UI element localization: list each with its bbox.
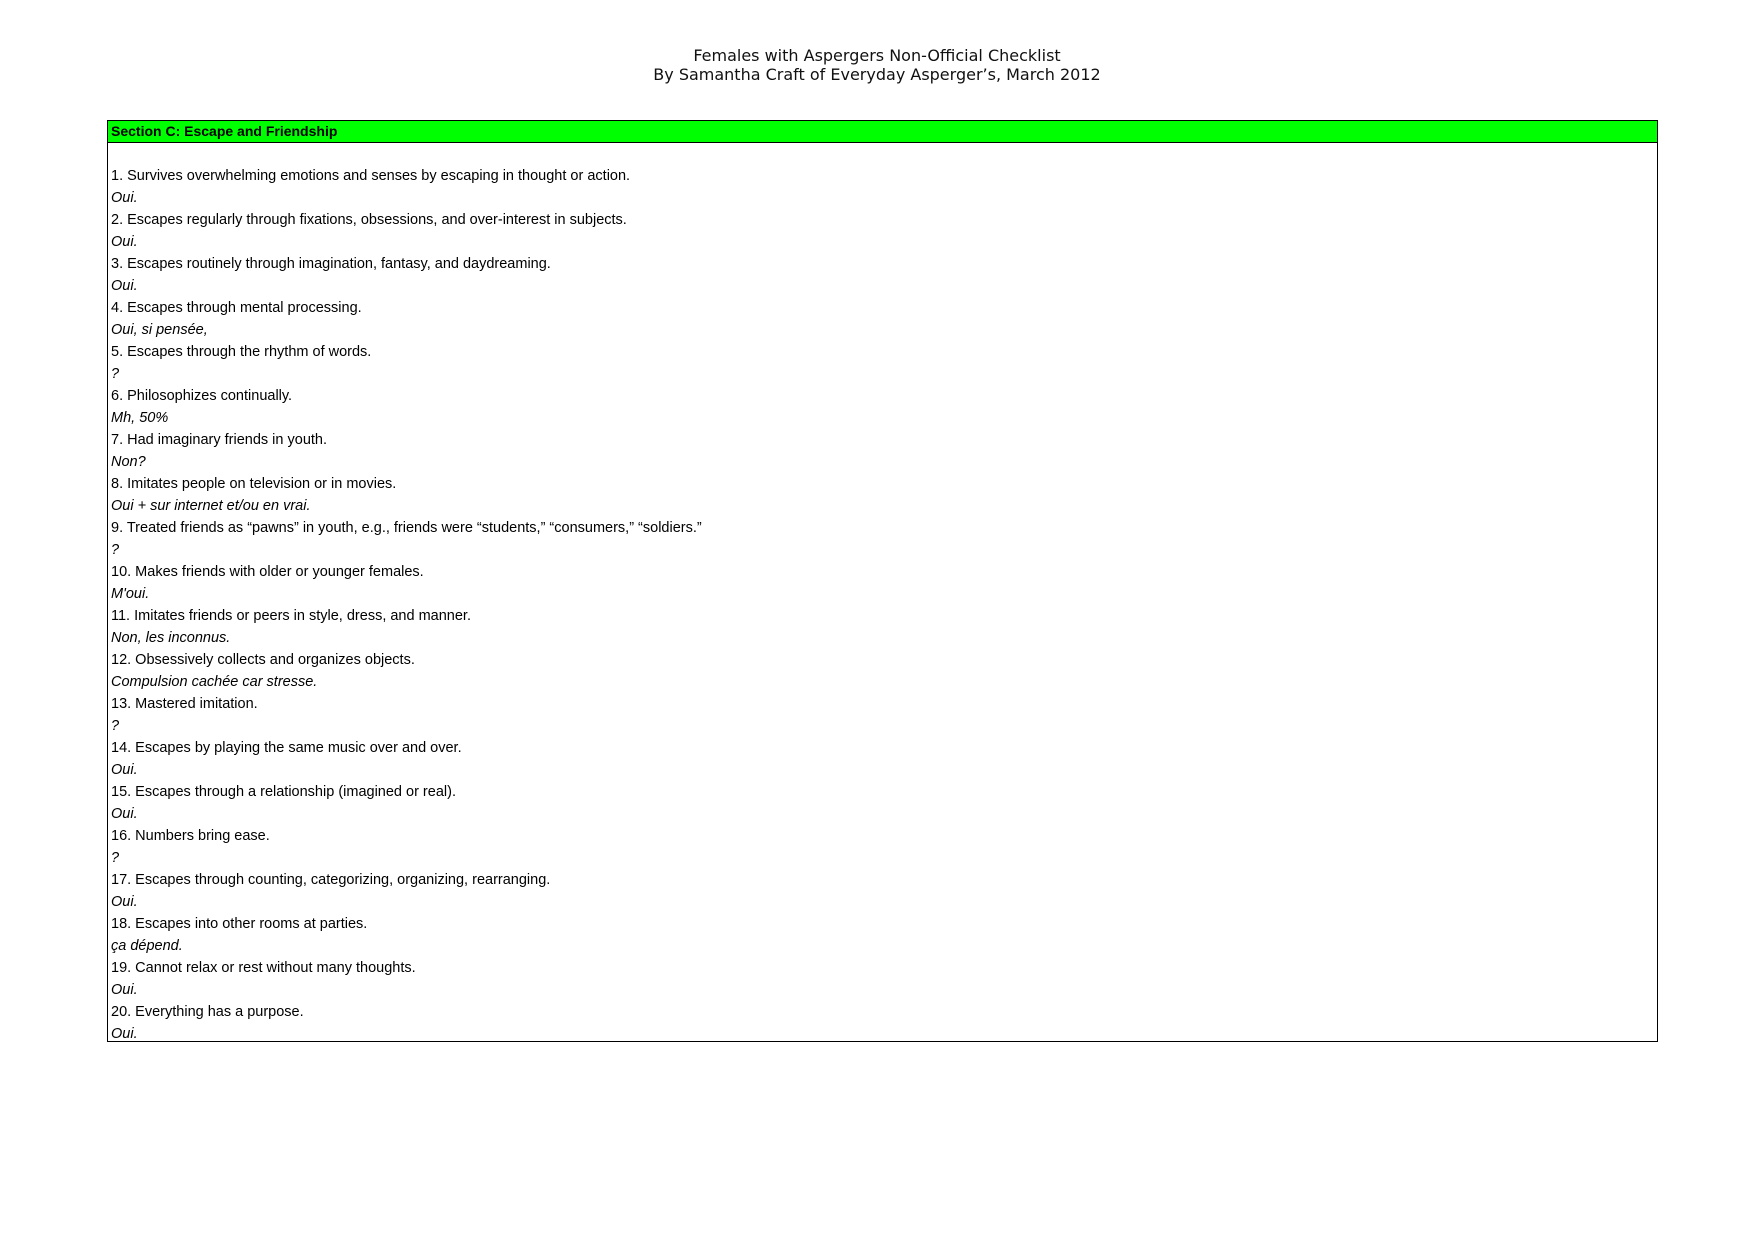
checklist-question: 12. Obsessively collects and organizes objects. xyxy=(111,652,415,668)
checklist-answer: Oui. xyxy=(111,1026,138,1042)
checklist-question: 7. Had imaginary friends in youth. xyxy=(111,432,327,448)
checklist-answer: Oui + sur internet et/ou en vrai. xyxy=(111,498,311,514)
checklist-question: 14. Escapes by playing the same music over and over. xyxy=(111,740,462,756)
checklist xyxy=(108,143,1657,1045)
checklist-question: 18. Escapes into other rooms at parties. xyxy=(111,916,368,932)
checklist-question: 16. Numbers bring ease. xyxy=(111,828,270,844)
checklist-question: 13. Mastered imitation. xyxy=(111,696,258,712)
checklist-question: 5. Escapes through the rhythm of words. xyxy=(111,344,372,360)
checklist-question: 10. Makes friends with older or younger females. xyxy=(111,564,424,580)
checklist-answer: Oui. xyxy=(111,894,138,910)
checklist-answer: ? xyxy=(111,718,120,734)
checklist-answer: Oui. xyxy=(111,234,138,250)
checklist-answer: Oui. xyxy=(111,806,138,822)
checklist-question: 6. Philosophizes continually. xyxy=(111,388,293,404)
page-header xyxy=(0,46,1754,84)
page-subtitle: By Samantha Craft of Everyday Asperger’s, March 2012 xyxy=(653,65,1101,84)
checklist-answer: ? xyxy=(111,542,120,558)
checklist-question: 9. Treated friends as “pawns” in youth, e.g., friends were “students,” “consumers,” “soldiers.” xyxy=(111,520,702,536)
checklist-question: 20. Everything has a purpose. xyxy=(111,1004,304,1020)
checklist-answer: Mh, 50% xyxy=(111,410,169,426)
checklist-answer: Oui. xyxy=(111,278,138,294)
checklist-answer: Non, les inconnus. xyxy=(111,630,231,646)
checklist-answer: Non? xyxy=(111,454,146,470)
checklist-question: 1. Survives overwhelming emotions and senses by escaping in thought or action. xyxy=(111,168,631,184)
checklist-question: 3. Escapes routinely through imagination, fantasy, and daydreaming. xyxy=(111,256,551,272)
section-title: Section C: Escape and Friendship xyxy=(108,121,1657,143)
checklist-answer: Oui. xyxy=(111,982,138,998)
checklist-answer: M'oui. xyxy=(111,586,150,602)
checklist-answer: ça dépend. xyxy=(111,938,183,954)
checklist-question: 15. Escapes through a relationship (imagined or real). xyxy=(111,784,456,800)
section-box xyxy=(107,120,1658,1042)
checklist-answer: ? xyxy=(111,366,120,382)
checklist-answer: Oui. xyxy=(111,762,138,778)
checklist-question: 2. Escapes regularly through fixations, obsessions, and over-interest in subjects. xyxy=(111,212,627,228)
checklist-question: 8. Imitates people on television or in movies. xyxy=(111,476,397,492)
checklist-answer: Compulsion cachée car stresse. xyxy=(111,674,318,690)
checklist-question: 17. Escapes through counting, categorizing, organizing, rearranging. xyxy=(111,872,551,888)
page-title: Females with Aspergers Non-Official Checklist xyxy=(693,46,1061,65)
checklist-question: 19. Cannot relax or rest without many thoughts. xyxy=(111,960,416,976)
checklist-answer: ? xyxy=(111,850,120,866)
checklist-answer: Oui, si pensée, xyxy=(111,322,208,338)
checklist-question: 11. Imitates friends or peers in style, dress, and manner. xyxy=(111,608,471,624)
checklist-question: 4. Escapes through mental processing. xyxy=(111,300,362,316)
checklist-answer: Oui. xyxy=(111,190,138,206)
